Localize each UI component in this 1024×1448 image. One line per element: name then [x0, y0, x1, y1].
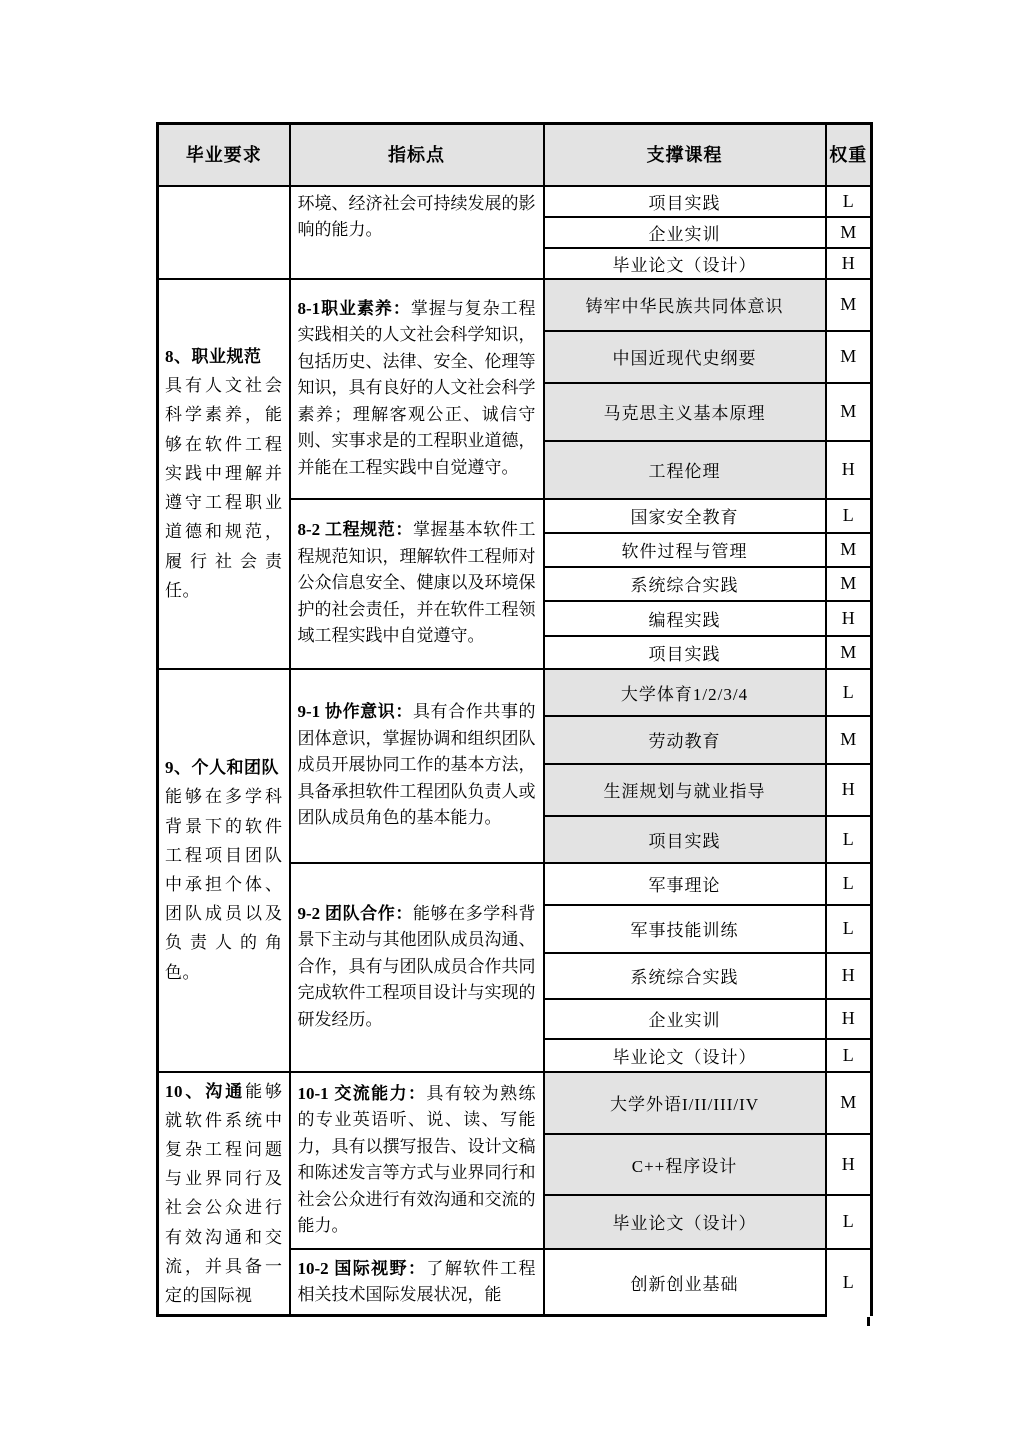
- supporting-course-cell: C++程序设计: [544, 1134, 826, 1195]
- indicator-title: 8-2 工程规范：: [297, 520, 413, 540]
- supporting-course-cell: 企业实训: [544, 217, 826, 248]
- supporting-course-cell: 马克思主义基本原理: [544, 383, 826, 441]
- indicator-text: 了解软件工程相关技术国际发展状况，能: [297, 1258, 536, 1305]
- indicator-text: 环境、经济社会可持续发展的影响的能力。: [297, 193, 536, 240]
- indicator-point-cell: [290, 863, 544, 1072]
- requirement-title: 8、职业规范: [165, 346, 262, 366]
- supporting-course-cell: 大学体育1/2/3/4: [544, 669, 826, 716]
- supporting-course-cell: 工程伦理: [544, 441, 826, 499]
- weight-cell: L: [826, 669, 872, 716]
- weight-cell: L: [826, 816, 872, 863]
- weight-cell: L: [826, 1195, 872, 1249]
- weight-cell: H: [826, 1134, 872, 1195]
- indicator-text: 具有较为熟练的专业英语听、说、读、写能力，具有以撰写报告、设计文稿和陈述发言等方式与业界同行和社会公众进行有效沟通和交流的能力。: [297, 1083, 536, 1236]
- supporting-course-cell: 劳动教育: [544, 716, 826, 764]
- header-graduation-requirements: 毕业要求: [158, 124, 290, 186]
- graduation-requirement-cell: [158, 1072, 290, 1316]
- indicator-title: 10-2 国际视野：: [297, 1258, 427, 1278]
- weight-cell: M: [826, 279, 872, 331]
- table-right-border-tail: [867, 1317, 870, 1326]
- requirement-title: 10、沟通: [165, 1081, 246, 1101]
- supporting-course-cell: 毕业论文（设计）: [544, 1039, 826, 1072]
- weight-cell: M: [826, 716, 872, 764]
- header-weight: 权重: [826, 124, 872, 186]
- weight-cell: M: [826, 1072, 872, 1134]
- indicator-text: 能够在多学科背景下主动与其他团队成员沟通、合作，具有与团队成员合作共同完成软件工程项目设计与实现的研发经历。: [297, 903, 536, 1029]
- supporting-course-cell: 编程实践: [544, 601, 826, 636]
- weight-cell: H: [826, 764, 872, 816]
- weight-cell: M: [826, 533, 872, 567]
- supporting-course-cell: 毕业论文（设计）: [544, 1195, 826, 1249]
- table-row: [158, 186, 872, 217]
- course-support-matrix-table: [156, 122, 873, 1317]
- supporting-course-cell: 国家安全教育: [544, 499, 826, 533]
- supporting-course-cell: 军事理论: [544, 863, 826, 905]
- weight-cell: H: [826, 441, 872, 499]
- document-table-region: [156, 122, 870, 1317]
- supporting-course-cell: 军事技能训练: [544, 905, 826, 953]
- supporting-course-cell: 毕业论文（设计）: [544, 248, 826, 279]
- indicator-text: 具有合作共事的团体意识，掌握协调和组织团队成员开展协同工作的基本方法，具备承担软件工程团队负责人或团队成员角色的基本能力。: [297, 702, 536, 828]
- supporting-course-cell: 中国近现代史纲要: [544, 331, 826, 383]
- requirement-text: 能够在多学科背景下的软件工程项目团队中承担个体、团队成员以及负责人的角色。: [165, 787, 283, 982]
- supporting-course-cell: 项目实践: [544, 816, 826, 863]
- table-row: [158, 1072, 872, 1134]
- indicator-point-cell: [290, 279, 544, 499]
- graduation-requirement-cell: [158, 186, 290, 279]
- weight-cell: L: [826, 499, 872, 533]
- indicator-title: 10-1 交流能力：: [297, 1083, 427, 1103]
- graduation-requirement-cell: [158, 279, 290, 669]
- weight-cell: M: [826, 217, 872, 248]
- table-row: [158, 669, 872, 716]
- weight-cell: H: [826, 953, 872, 999]
- weight-cell: M: [826, 331, 872, 383]
- header-row: [158, 124, 872, 186]
- table-row: [158, 279, 872, 331]
- weight-cell: L: [826, 863, 872, 905]
- header-supporting-courses: 支撑课程: [544, 124, 826, 186]
- supporting-course-cell: 大学外语I/II/III/IV: [544, 1072, 826, 1134]
- weight-cell: L: [826, 905, 872, 953]
- graduation-requirement-cell: [158, 669, 290, 1072]
- header-indicator-points: 指标点: [290, 124, 544, 186]
- requirement-text: 能够就软件系统中复杂工程问题与业界同行及社会公众进行有效沟通和交流，并具备一定的国际视: [165, 1081, 283, 1306]
- weight-cell: M: [826, 567, 872, 601]
- supporting-course-cell: 系统综合实践: [544, 953, 826, 999]
- indicator-point-cell: [290, 499, 544, 669]
- indicator-point-cell: [290, 1249, 544, 1316]
- indicator-text: 掌握与复杂工程实践相关的人文社会科学知识，包括历史、法律、安全、伦理等知识，具有良好的人文社会科学素养；理解客观公正、诚信守则、实事求是的工程职业道德，并能在工程实践中自觉遵守。: [297, 298, 536, 477]
- indicator-point-cell: [290, 1072, 544, 1250]
- weight-cell: L: [826, 186, 872, 217]
- indicator-title: 8-1职业素养：: [297, 298, 411, 318]
- supporting-course-cell: 创新创业基础: [544, 1249, 826, 1316]
- weight-cell: H: [826, 999, 872, 1039]
- indicator-title: 9-1 协作意识：: [297, 702, 413, 722]
- indicator-title: 9-2 团队合作：: [297, 903, 413, 923]
- requirement-title: 9、个人和团队: [165, 758, 279, 778]
- weight-cell: M: [826, 636, 872, 669]
- supporting-course-cell: 生涯规划与就业指导: [544, 764, 826, 816]
- weight-cell: H: [826, 248, 872, 279]
- supporting-course-cell: 项目实践: [544, 186, 826, 217]
- weight-cell: L: [826, 1039, 872, 1072]
- weight-cell: M: [826, 383, 872, 441]
- weight-cell: H: [826, 601, 872, 636]
- supporting-course-cell: 项目实践: [544, 636, 826, 669]
- weight-cell: L: [826, 1249, 872, 1316]
- supporting-course-cell: 铸牢中华民族共同体意识: [544, 279, 826, 331]
- indicator-text: 掌握基本软件工程规范知识，理解软件工程师对公众信息安全、健康以及环境保护的社会责任，并在软件工程领域工程实践中自觉遵守。: [297, 520, 536, 646]
- requirement-text: 具有人文社会科学素养，能够在软件工程实践中理解并遵守工程职业道德和规范，履行社会责任。: [165, 376, 283, 600]
- supporting-course-cell: 软件过程与管理: [544, 533, 826, 567]
- supporting-course-cell: 企业实训: [544, 999, 826, 1039]
- supporting-course-cell: 系统综合实践: [544, 567, 826, 601]
- indicator-point-cell: [290, 186, 544, 279]
- indicator-point-cell: [290, 669, 544, 863]
